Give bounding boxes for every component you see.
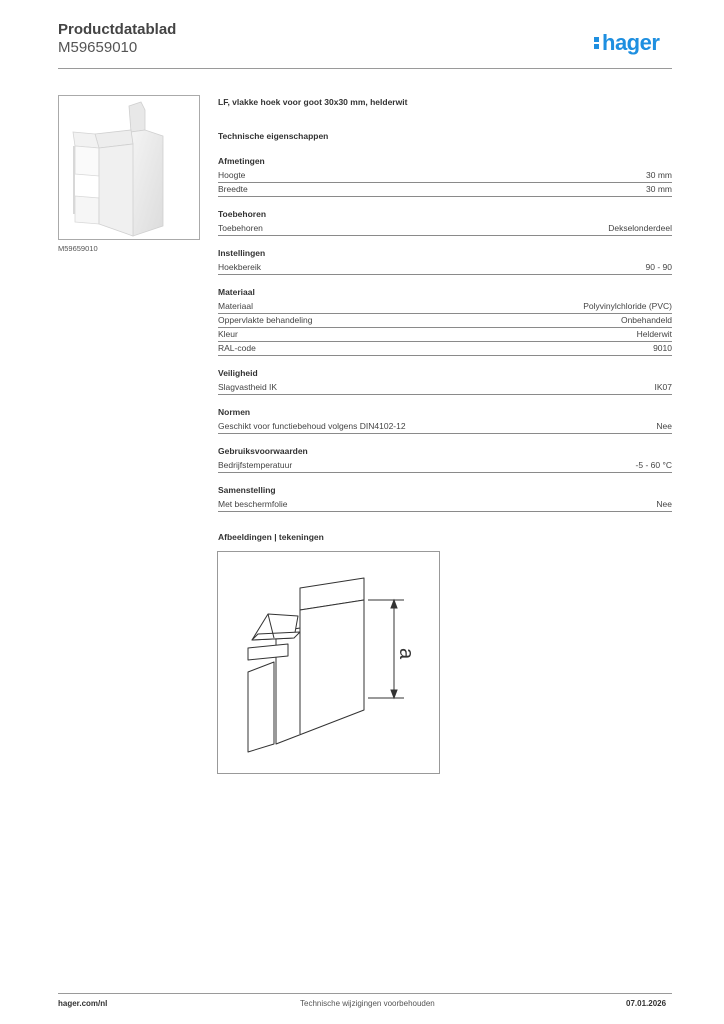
spec-label: RAL-code bbox=[218, 343, 256, 353]
spec-row bbox=[218, 498, 672, 512]
spec-label: Hoogte bbox=[218, 170, 246, 180]
spec-value: Helderwit bbox=[636, 329, 672, 339]
footer-website-link[interactable]: hager.com/nl bbox=[58, 999, 108, 1008]
spec-row bbox=[218, 169, 672, 183]
spec-value: Onbehandeld bbox=[620, 315, 672, 325]
footer-disclaimer: Technische wijzigingen voorbehouden bbox=[300, 999, 435, 1008]
spec-row bbox=[218, 459, 672, 473]
spec-row bbox=[218, 342, 672, 356]
spec-value: -5 - 60 °C bbox=[635, 460, 672, 470]
group-title-gebruiksvoorwaarden: Gebruiksvoorwaarden bbox=[218, 446, 308, 456]
photo-caption: M59659010 bbox=[58, 244, 98, 253]
spec-value: IK07 bbox=[654, 382, 672, 392]
spec-value: Dekselonderdeel bbox=[608, 223, 672, 233]
images-heading: Afbeeldingen | tekeningen bbox=[218, 532, 324, 542]
spec-label: Materiaal bbox=[218, 301, 253, 311]
spec-label: Geschikt voor functiebehoud volgens DIN4102-12 bbox=[218, 421, 406, 431]
brand-logo bbox=[594, 30, 659, 56]
section-heading: Technische eigenschappen bbox=[218, 131, 329, 141]
spec-row bbox=[218, 222, 672, 236]
logo-text: hager bbox=[602, 30, 660, 55]
spec-row bbox=[218, 183, 672, 197]
footer-divider bbox=[58, 993, 672, 994]
flat-angle-photo-icon bbox=[59, 96, 199, 239]
technical-drawing-svg bbox=[218, 552, 439, 773]
spec-value: 90 - 90 bbox=[645, 262, 672, 272]
spec-label: Hoekbereik bbox=[218, 262, 261, 272]
group-title-afmetingen: Afmetingen bbox=[218, 156, 265, 166]
spec-label: Kleur bbox=[218, 329, 238, 339]
spec-row bbox=[218, 261, 672, 275]
page-title: Productdatablad bbox=[58, 21, 177, 38]
spec-label: Toebehoren bbox=[218, 223, 263, 233]
group-title-toebehoren: Toebehoren bbox=[218, 209, 267, 219]
spec-label: Breedte bbox=[218, 184, 248, 194]
footer-date: 07.01.2026 bbox=[626, 999, 667, 1008]
spec-label: Oppervlakte behandeling bbox=[218, 315, 313, 325]
product-description: LF, vlakke hoek voor goot 30x30 mm, helderwit bbox=[218, 97, 408, 107]
spec-value: 9010 bbox=[653, 343, 672, 353]
group-title-instellingen: Instellingen bbox=[218, 248, 266, 258]
spec-row bbox=[218, 420, 672, 434]
group-title-normen: Normen bbox=[218, 407, 251, 417]
spec-row bbox=[218, 300, 672, 314]
spec-value: Nee bbox=[656, 421, 672, 431]
group-title-materiaal: Materiaal bbox=[218, 287, 255, 297]
spec-row bbox=[218, 314, 672, 328]
technical-drawing bbox=[217, 551, 440, 774]
dimension-label: a bbox=[395, 648, 417, 660]
spec-label: Bedrijfstemperatuur bbox=[218, 460, 293, 470]
spec-label: Slagvastheid IK bbox=[218, 382, 278, 392]
spec-row bbox=[218, 328, 672, 342]
logo-dots-icon bbox=[594, 36, 600, 50]
product-photo bbox=[58, 95, 200, 240]
spec-value: 30 mm bbox=[646, 184, 672, 194]
spec-value: Nee bbox=[656, 499, 672, 509]
group-title-samenstelling: Samenstelling bbox=[218, 485, 276, 495]
spec-value: Polyvinylchloride (PVC) bbox=[583, 301, 672, 311]
product-code: M59659010 bbox=[58, 39, 138, 56]
group-title-veiligheid: Veiligheid bbox=[218, 368, 258, 378]
header-divider bbox=[58, 68, 672, 69]
spec-value: 30 mm bbox=[646, 170, 672, 180]
spec-label: Met beschermfolie bbox=[218, 499, 288, 509]
spec-row bbox=[218, 381, 672, 395]
